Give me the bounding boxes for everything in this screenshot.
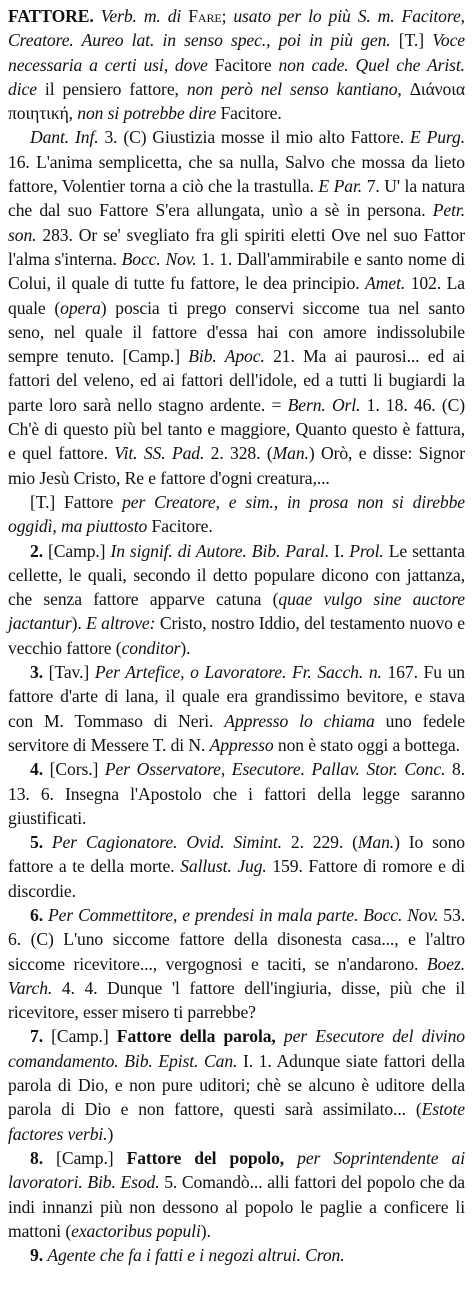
source-ref: Vit. SS. Pad. [114, 443, 205, 464]
grammar-note: Verb. m. [100, 6, 161, 26]
citation-text: 21. Ma ai paurosi... ed ai fattori del veleno, ed ai fattori dell'idole, ed a tutti li bugiardi la parte loro sarà nello stagno ardente. = [8, 346, 466, 415]
sense-number: 5. [30, 832, 43, 853]
citation-text: 16. L'anima semplicetta, che sa nulla, Salvo che mossa da lieto fattore, Volentier torna a ciò che la trastulla. [8, 151, 465, 197]
sense-definition: Agente che fa i fatti e i negozi altrui. Cron. [47, 1245, 345, 1266]
sense-8 [8, 1146, 465, 1243]
citation-text: 2. 229. ( [281, 832, 358, 853]
definition-text: non si potrebbe dire [77, 103, 217, 124]
term: il pensiero fattore, [36, 78, 187, 99]
root-word: Fare [188, 6, 222, 26]
sense-definition: per Soprintendente ai lavoratori. Bib. Esod. [8, 1147, 465, 1193]
source-ref: Bocc. Nov. [121, 248, 197, 269]
sense-number: 9. [30, 1245, 43, 1266]
sense-number: 8. [30, 1147, 43, 1168]
sense-definition: Per Osservatore, Esecutore. Pallav. Stor. Conc. [104, 759, 446, 780]
sense-number: 7. [30, 1026, 43, 1047]
citation-text: 2. 328. ( [204, 443, 273, 464]
citation-text: ). [71, 613, 87, 634]
phrase-headword: Fattore della parola, [116, 1026, 276, 1047]
citation-text: ). [200, 1220, 211, 1241]
latin-gloss: conditor [121, 637, 181, 658]
citation-text: 3. (C) Giustizia mosse il mio alto Fattore. [98, 127, 411, 148]
source-ref: Appresso [209, 734, 274, 755]
latin-gloss: Estote factores verbi. [8, 1099, 465, 1144]
editor-mark: [Camp.] [43, 540, 111, 561]
sense-9 [8, 1243, 465, 1267]
entry-definition [8, 4, 465, 125]
citation-text: ) Orò, e disse: Signor mio Jesù Cristo, Re e fattore d'ogni creatura,... [8, 443, 465, 488]
citation-text: 8. 13. 6. Insegna l'Apostolo che i fattori della legge saranno giustificati. [8, 759, 465, 828]
editor-mark: [T.] Fattore [30, 491, 123, 512]
latin-gloss: quae vulgo sine auctore jactantur [8, 589, 465, 634]
citation-text: 5. Comandò... alli fattori del popolo che da indi innanzi più non dessono al popolo le paglie a conficere li mattoni ( [8, 1172, 465, 1241]
source-ref: Amet. [365, 273, 406, 294]
citation-text: 53. 6. (C) L'uno siccome fattore della disonesta casa..., e l'altro siccome ricevitore..., vergognosi e taciti, se n'andarono. [8, 904, 465, 974]
term: Facitore [207, 54, 279, 75]
sense-definition: Per Cagionatore. Ovid. Simint. [51, 832, 282, 853]
greek-term: Διάνοια ποιητική, [8, 78, 465, 124]
citation-text: 1. 1. Dall'ammirabile e santo nome di Colui, il quale di tutte fu fattore, le dea principio. [8, 248, 465, 294]
usage-text: per Creatore, e sim., in prosa non si direbbe oggidì, ma piuttosto [8, 491, 466, 537]
source-ref: Dant. Inf. [30, 127, 99, 148]
citation-text: 283. Or se' svegliato fra gli spiriti eletti Ove nel suo Fattor l'alma s'interna. [8, 224, 465, 269]
source-ref: Sallust. Jug. [180, 856, 267, 877]
text-span [284, 1148, 297, 1168]
definition-text: usato per lo più S. m. Facitore, Creatore. Aureo lat. in senso spec., poi in più gen. [8, 6, 465, 51]
text-span: ; [221, 6, 234, 26]
citation-text: 7. U' la natura che dal suo Fattore S'era allungata, unìo a sè in persona. [8, 176, 465, 221]
source-ref: E Purg. [410, 127, 466, 148]
usage-note [8, 490, 465, 539]
citation-text: uno fedele servitore di Messere T. di N. [8, 710, 465, 755]
sense-6 [8, 903, 465, 1024]
editor-mark: [Cors.] [43, 759, 105, 780]
citation-text: 102. La quale ( [8, 273, 466, 318]
editor-mark: [Camp.] [43, 1026, 117, 1047]
citation-text: ) Io sono fattore a te della morte. [8, 832, 465, 877]
citation-text: 159. Fattore di romore e di discordie. [8, 856, 465, 901]
sense-number: 2. [30, 540, 43, 561]
source-ref: E Par. [318, 176, 363, 197]
citation-text: Le settanta cellette, le quali, secondo il detto populare dicono con jattanza, che senza fattore apparve catuna ( [8, 540, 466, 610]
source-ref: Man. [272, 443, 309, 464]
source-ref: Bern. Orl. [287, 394, 361, 415]
sense-4 [8, 757, 465, 830]
sense-5 [8, 830, 465, 903]
definition-text: non però nel senso kantiano, [186, 78, 402, 99]
editor-mark: [Camp.] [43, 1147, 127, 1168]
sense-definition: Per Commettitore, e prendesi in mala parte. Bocc. Nov. [47, 904, 439, 925]
source-ref: E altrove: [86, 613, 156, 634]
citation-text: ) poscia ti prego conservi siccome tua nel santo seno, nel quale il fattore d'essa hai con amore indissolubile sempre tenuto. [Camp.] [8, 297, 465, 367]
source-ref: Man. [357, 832, 395, 853]
citation-text: 4. 4. Dunque 'l fattore dell'ingiuria, disse, più che il ricevitore, esser misero ti parrebbe? [8, 977, 465, 1023]
sense-definition: Per Artefice, o Lavoratore. Fr. Sacch. n. [94, 662, 382, 683]
sense-number: 3. [30, 662, 43, 683]
phrase-headword: Fattore del popolo, [126, 1147, 285, 1168]
citation-text: ). [180, 637, 191, 658]
definition-text: non cade. Quel che Arist. dice [8, 54, 465, 99]
sense-7 [8, 1024, 465, 1145]
headword: FATTORE. [8, 6, 94, 26]
sense-3 [8, 660, 465, 757]
editor-mark: [Tav.] [43, 662, 95, 683]
citation-text: 167. Fu un fattore d'arte di lana, il quale era grandissimo bevitore, e stava con M. Tommaso di Neri. [8, 662, 465, 731]
source-ref: Petr. son. [8, 200, 465, 245]
source-ref: Appresso lo chiama [224, 710, 375, 731]
sense-number: 6. [30, 904, 43, 925]
source-ref: Boez. Varch. [8, 953, 465, 998]
source-ref: Prol. [349, 540, 384, 561]
definition-text: Voce necessaria a certi usi, dove [8, 30, 465, 75]
text-span: di [160, 6, 189, 26]
gloss: opera [60, 297, 101, 318]
sense-number: 4. [30, 759, 43, 780]
latin-gloss: exactoribus populi [71, 1220, 201, 1241]
editor-mark: [T.] [390, 30, 433, 51]
term: Facitore. [216, 103, 282, 124]
term: Facitore. [147, 516, 213, 537]
text-span [276, 1026, 284, 1046]
citation-text: I. [329, 540, 350, 561]
sense-definition: In signif. di Autore. Bib. Paral. [110, 540, 330, 561]
source-ref: Bib. Apoc. [188, 346, 265, 367]
citation-text: I. 1. Adunque siate fattori della parola di Dio, e non pure uditori; chè se alcuno è uditore della parola di Dio e non fattore, questi sarà assimilato... ( [8, 1050, 465, 1120]
sense-definition: per Esecutore del divino comandamento. Bib. Epist. Can. [8, 1026, 465, 1071]
sense-2 [8, 539, 465, 660]
citations-paragraph [8, 125, 465, 489]
citation-text: 1. 18. 46. (C) Ch'è di questo più bel tanto e maggiore, Quanto questo è fattura, e quel fattore. [8, 394, 465, 464]
citation-text: non è stato oggi a bottega. [273, 734, 460, 755]
citation-text: Cristo, nostro Iddio, del testamento nuovo e vecchio fattore ( [8, 613, 465, 658]
citation-text: ) [107, 1123, 114, 1144]
text-span [43, 832, 52, 852]
